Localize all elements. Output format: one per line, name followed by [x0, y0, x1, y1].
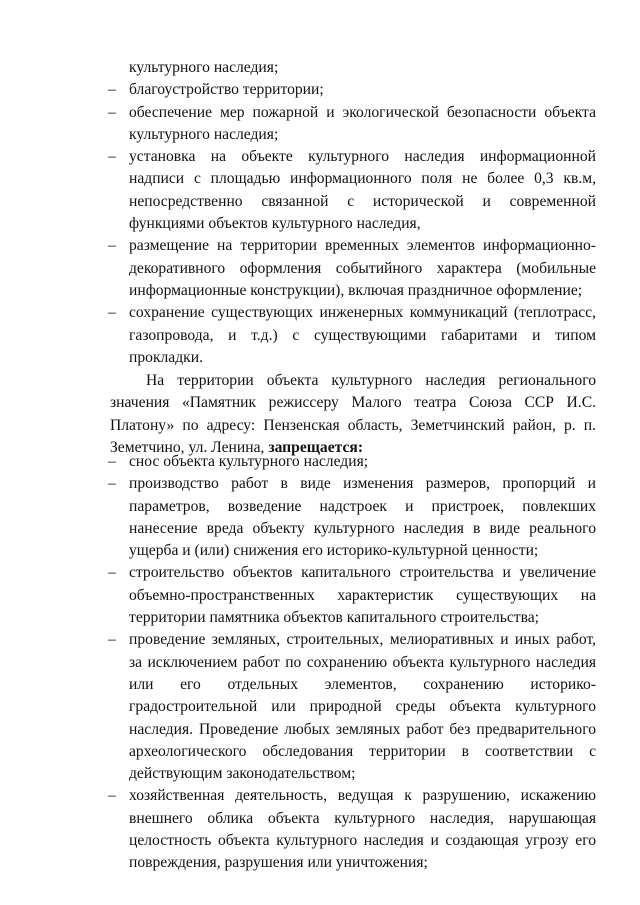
list-item-text: культурного наследия;	[129, 59, 279, 76]
list-item-text: сохранение существующих инженерных коммуникаций (теплотрасс, газопровода, и т.д.) с существующими габаритами и типом прокладки.	[129, 304, 596, 366]
dash-bullet: –	[108, 81, 116, 99]
paragraph-bold-keyword: запрещается:	[268, 438, 364, 456]
dash-bullet: –	[108, 475, 116, 493]
list-item-continuation	[0, 57, 640, 79]
list-item	[0, 102, 640, 147]
list-item-text: размещение на территории временных элементов информационно-декоративного оформления событийного характера (мобильные информационные конструкции), включая праздничное оформление;	[129, 237, 596, 299]
prohibited-works-list	[0, 451, 640, 875]
list-item-text: хозяйственная деятельность, ведущая к разрушению, искажению внешнего облика объекта культурного наследия, нарушающая целостность объекта культурного наследия и создающая угрозу его повреждения, разрушения или уничтожения;	[129, 787, 596, 872]
prohibitions-intro-paragraph	[0, 370, 640, 459]
list-item	[0, 629, 640, 785]
list-item	[0, 451, 640, 473]
dash-bullet: –	[108, 453, 116, 470]
list-item-text: благоустройство территории;	[129, 81, 324, 99]
list-item-text: производство работ в виде изменения размеров, пропорций и параметров, возведение надстроек и пристроек, повлекших нанесение вреда объекту культурного наследия в виде реального ущерба и (или) снижения его историко-культурной ценности;	[129, 475, 596, 560]
allowed-works-list	[0, 57, 640, 369]
list-item	[0, 79, 640, 101]
dash-bullet: –	[108, 304, 116, 322]
list-item	[0, 785, 640, 874]
paragraph-text	[110, 370, 596, 459]
paragraph-body: На территории объекта культурного наследия регионального значения «Памятник режиссеру Малого театра Союза ССР И.С. Платону» по адресу: Пензенская область, Земетчинский район, р. п. Земетчино, ул. Ленина,	[110, 372, 596, 456]
list-item	[0, 562, 640, 629]
dash-bullet: –	[108, 631, 116, 649]
dash-bullet: –	[108, 787, 116, 805]
dash-bullet: –	[108, 564, 116, 582]
list-item-text: проведение земляных, строительных, мелиоративных и иных работ, за исключением работ по сохранению объекта культурного наследия или его отдельных элементов, сохранению историко-градостроительной или природной среды объекта культурного наследия. Проведение любых земляных работ без предварительного археологического обследования территории в соответствии с действующим законодательством;	[129, 631, 596, 783]
list-item-text: установка на объекте культурного наследия информационной надписи с площадью информационного поля не более 0,3 кв.м, непосредственно связанной с исторической и современной функциями объектов культурного наследия,	[129, 148, 596, 233]
list-item	[0, 473, 640, 562]
dash-bullet: –	[108, 148, 116, 166]
dash-bullet: –	[108, 237, 116, 255]
list-item-text: снос объекта культурного наследия;	[129, 453, 369, 470]
list-item	[0, 302, 640, 369]
dash-bullet: –	[108, 103, 116, 121]
list-item-text: обеспечение мер пожарной и экологической безопасности объекта культурного наследия;	[129, 103, 596, 143]
list-item	[0, 235, 640, 302]
list-item-text: строительство объектов капитального строительства и увеличение объемно-пространственных характеристик существующих на территории памятника объектов капитального строительства;	[129, 564, 596, 627]
list-item	[0, 146, 640, 235]
